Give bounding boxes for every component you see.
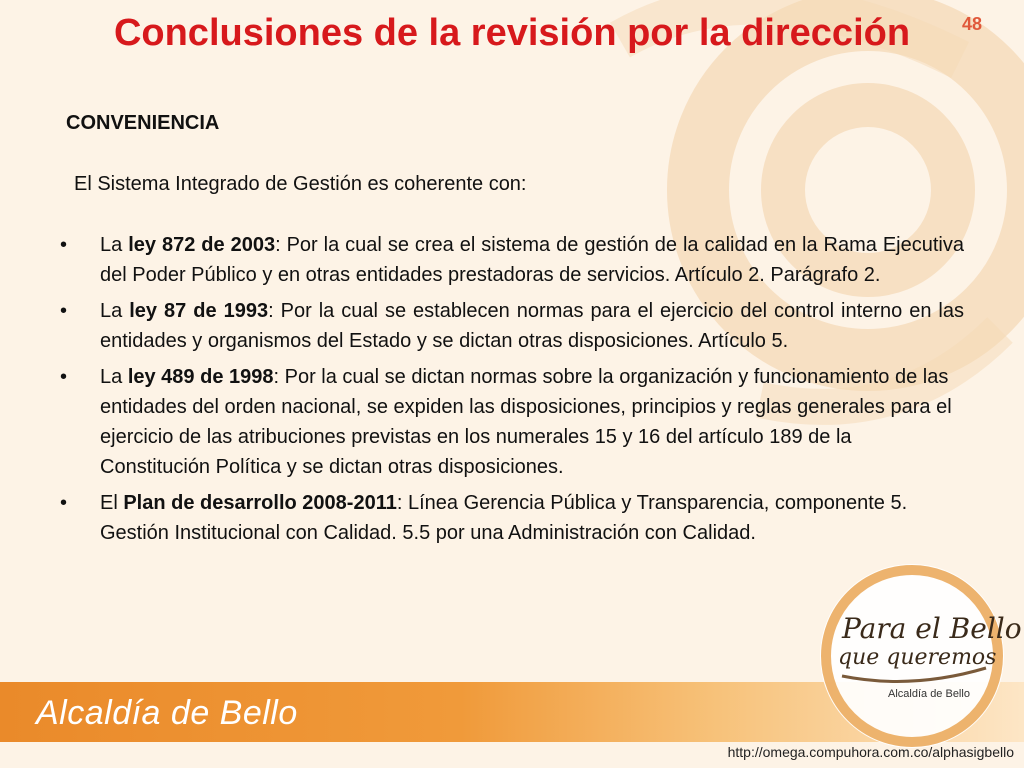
- bullet-description: : Por la cual se crea el sistema de gestión de la calidad en la Rama Ejecutiva del Poder Público y en otras entidades prestadoras de servicios. Artículo 2. Parágrafo 2.: [100, 234, 964, 286]
- bullet-item: [60, 230, 964, 290]
- bullet-prefix: La: [100, 366, 128, 388]
- bullet-text: [100, 488, 964, 548]
- slide-title: Conclusiones de la revisión por la dirección: [113, 12, 911, 54]
- bullet-dot: •: [60, 234, 68, 256]
- bullet-prefix: La: [100, 300, 130, 322]
- bullet-description: : Por la cual se establecen normas para el ejercicio del control interno en las entidades y organismos del Estado y se dictan otras disposiciones. Artículo 5.: [100, 300, 964, 352]
- bullet-text: [100, 296, 964, 356]
- bullet-dot: •: [60, 492, 68, 514]
- bullet-description: : Línea Gerencia Pública y Transparencia, componente 5. Gestión Institucional con Calidad. 5.5 por una Administración con Calidad.: [100, 492, 908, 544]
- plan-reference: Plan de desarrollo 2008-2011: [123, 492, 397, 514]
- bullet-item: [60, 488, 964, 548]
- law-reference: ley 87 de 1993: [129, 300, 269, 322]
- logo-line-1: Para el Bello: [842, 612, 1022, 645]
- bullet-dot: •: [60, 300, 68, 322]
- logo-line-2: que queremos: [838, 645, 997, 670]
- logo-caption: Alcaldía de Bello: [888, 688, 970, 700]
- intro-text: El Sistema Integrado de Gestión es coherente con:: [74, 173, 527, 195]
- bullet-text: [100, 230, 964, 290]
- bullet-prefix: El: [100, 492, 124, 514]
- footer-url-link[interactable]: http://omega.compuhora.com.co/alphasigbello: [727, 744, 1014, 760]
- bullet-item: [60, 362, 964, 482]
- page-number: 48: [962, 14, 983, 34]
- bullet-description: : Por la cual se dictan normas sobre la organización y funcionamiento de las entidades del orden nacional, se expiden las disposiciones, principios y reglas generales para el ejercicio de las atribuciones previstas en los numerales 15 y 16 del artículo 189 de la Constitución Política y se dictan otras disposiciones.: [100, 366, 952, 478]
- footer-brand: Alcaldía de Bello: [36, 694, 298, 732]
- bullet-text: [100, 362, 964, 482]
- law-reference: ley 489 de 1998: [127, 366, 274, 388]
- section-heading: CONVENIENCIA: [66, 112, 220, 134]
- law-reference: ley 872 de 2003: [128, 234, 276, 256]
- bullet-item: [60, 296, 964, 356]
- bullet-dot: •: [60, 366, 68, 388]
- bullet-prefix: La: [100, 234, 129, 256]
- bullet-list: [60, 230, 964, 554]
